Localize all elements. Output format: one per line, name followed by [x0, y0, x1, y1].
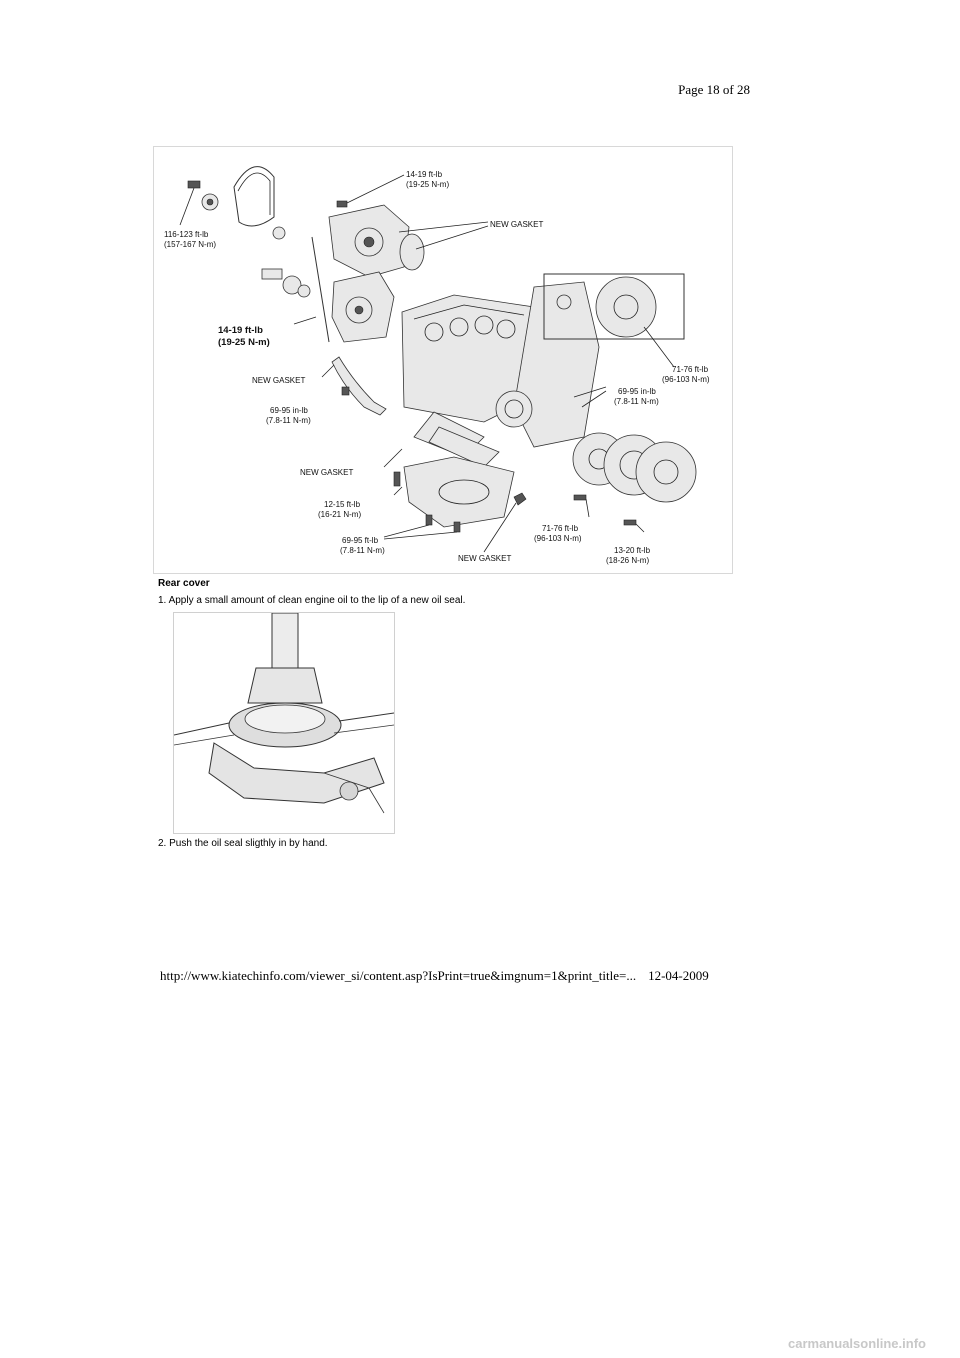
flexplate — [596, 277, 656, 337]
label-pump-bolt-torque: 14-19 ft-lb — [218, 325, 263, 336]
label-rear-cover-torque-nm: (7.8-11 N-m) — [614, 397, 659, 406]
label-pan-torque: 12-15 ft-lb — [324, 500, 361, 509]
timing-belt — [234, 167, 274, 226]
label-top-bolt-torque-nm: (19-25 N-m) — [406, 180, 450, 189]
label-clutch-torque-nm: (18-26 N-m) — [606, 556, 650, 565]
label-flexplate-torque: 71-76 ft-lb — [672, 365, 709, 374]
label-strainer-torque: 69-95 in-lb — [270, 406, 308, 415]
oil-seal-drawing — [174, 613, 394, 833]
label-pan-torque-nm: (16-21 N-m) — [318, 510, 362, 519]
footer-date: 12-04-2009 — [648, 968, 709, 983]
oil-strainer — [332, 357, 386, 415]
oil-seal-illustration — [173, 612, 395, 834]
label-rear-cover-torque: 69-95 in-lb — [618, 387, 656, 396]
label-crank-bolt-torque-nm: (157-167 N-m) — [164, 240, 217, 249]
page-number: Page 18 of 28 — [678, 82, 750, 97]
label-pump-bolt-torque-nm: (19-25 N-m) — [218, 337, 270, 348]
label-top-bolt-torque: 14-19 ft-lb — [406, 170, 443, 179]
label-drain-torque: 69-95 ft-lb — [342, 536, 379, 545]
label-flexplate-torque-nm: (96-103 N-m) — [662, 375, 710, 384]
label-new-gasket-left: NEW GASKET — [252, 376, 306, 385]
footer — [160, 968, 760, 984]
section-title: Rear cover — [158, 578, 210, 589]
footer-url: http://www.kiatechinfo.com/viewer_si/content.asp?IsPrint=true&imgnum=1&print_title=... — [160, 968, 637, 983]
label-crank-bolt-torque: 116-123 ft-lb — [164, 230, 209, 239]
oil-pan — [404, 457, 514, 527]
crank-bolt — [188, 181, 200, 188]
step-2-text: 2. Push the oil seal sligthly in by hand. — [158, 838, 328, 849]
watermark: carmanualsonline.info — [788, 1336, 926, 1351]
label-drain-torque-nm: (7.8-11 N-m) — [340, 546, 385, 555]
label-flywheel-torque-nm: (96-103 N-m) — [534, 534, 582, 543]
engine-exploded-drawing — [154, 147, 732, 573]
label-new-gasket-mid: NEW GASKET — [300, 468, 354, 477]
engine-exploded-diagram — [153, 146, 733, 574]
label-flywheel-torque: 71-76 ft-lb — [542, 524, 579, 533]
gasket-ring — [400, 234, 424, 270]
label-clutch-torque: 13-20 ft-lb — [614, 546, 651, 555]
label-strainer-torque-nm: (7.8-11 N-m) — [266, 416, 311, 425]
pressure-plate — [636, 442, 696, 502]
label-new-gasket-top: NEW GASKET — [490, 220, 544, 229]
press-shaft — [272, 613, 298, 668]
label-new-gasket-bottom: NEW GASKET — [458, 554, 512, 563]
step-1-text: 1. Apply a small amount of clean engine oil to the lip of a new oil seal. — [158, 595, 466, 606]
press-head — [248, 668, 322, 703]
